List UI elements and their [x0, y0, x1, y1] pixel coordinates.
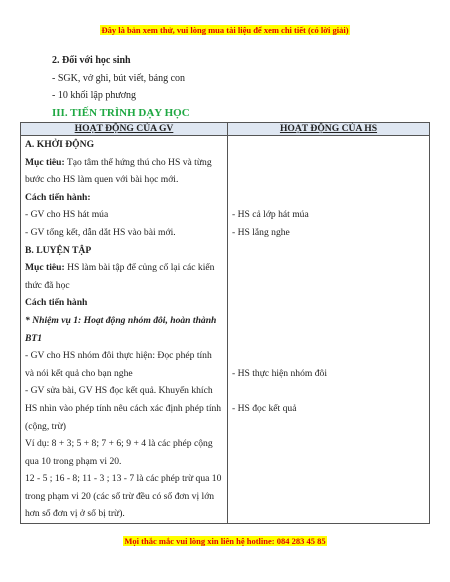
gv-b-step1: - GV cho HS nhóm đôi thực hiện: Đọc phép tính và nói kết quả cho bạn nghe [25, 350, 212, 379]
gv-column [21, 136, 228, 524]
example-subtraction: 12 - 5 ; 16 - 8; 11 - 3 ; 13 - 7 là các phép trừ qua 10 trong phạm vi 20 (các số trừ đều có số đơn vị lớn hơn số đơn vị ở số bị trừ). [25, 473, 222, 520]
hs-a-step2: - HS lắng nghe [232, 226, 290, 238]
preview-banner [0, 25, 450, 35]
gv-a-step1: - GV cho HS hát múa [25, 209, 109, 221]
preview-banner-text: Đây là bản xem thử, vui lòng mua tài liệu để xem chi tiết (có lời giải) [101, 25, 349, 35]
student-item-1: - SGK, vở ghi, bút viết, bảng con [52, 73, 186, 84]
nhiem-vu-1: * Nhiệm vụ 1: Hoạt động nhóm đôi, hoàn thành BT1 [25, 314, 217, 344]
section-b-title: B. LUYỆN TẬP [25, 244, 92, 256]
cach-tien-hanh-b: Cách tiến hành [25, 297, 88, 309]
hs-b-step1: - HS thực hiện nhóm đôi [232, 367, 328, 379]
hotline-banner [0, 536, 450, 546]
header-gv: HOẠT ĐỘNG CỦA GV [21, 123, 228, 136]
example-addition: Ví dụ: 8 + 3; 5 + 8; 7 + 6; 9 + 4 là các phép cộng qua 10 trong phạm vi 20. [25, 438, 213, 467]
hotline-banner-text: Mọi thắc mắc vui lòng xin liên hệ hotline: 084 283 45 85 [124, 536, 326, 546]
header-hs: HOẠT ĐỘNG CỦA HS [228, 123, 430, 136]
section-a-title: A. KHỞI ĐỘNG [25, 139, 95, 150]
muc-tieu-a: Mục tiêu: Tạo tâm thế hứng thú cho HS và từng bước cho HS làm quen với bài học mới. [25, 156, 212, 186]
section-title: III. TIẾN TRÌNH DẠY HỌC [52, 107, 190, 119]
activity-table [20, 122, 430, 524]
muc-tieu-b: Mục tiêu: HS làm bài tập để củng cố lại các kiến thức đã học [25, 262, 215, 291]
hs-column [228, 136, 430, 524]
student-heading: 2. Đối với học sinh [52, 55, 131, 66]
hs-a-step1: - HS cả lớp hát múa [232, 209, 309, 221]
gv-b-step2: - GV sửa bài, GV HS đọc kết quả. Khuyến khích HS nhìn vào phép tính nêu cách xác định phép tính (cộng, trừ) [25, 385, 222, 432]
cach-tien-hanh-a: Cách tiến hành: [25, 191, 91, 203]
hs-b-step2: - HS đọc kết quả [232, 402, 297, 414]
student-item-2: - 10 khối lập phương [52, 90, 137, 101]
gv-a-step2: - GV tổng kết, dẫn dắt HS vào bài mới. [25, 226, 176, 238]
